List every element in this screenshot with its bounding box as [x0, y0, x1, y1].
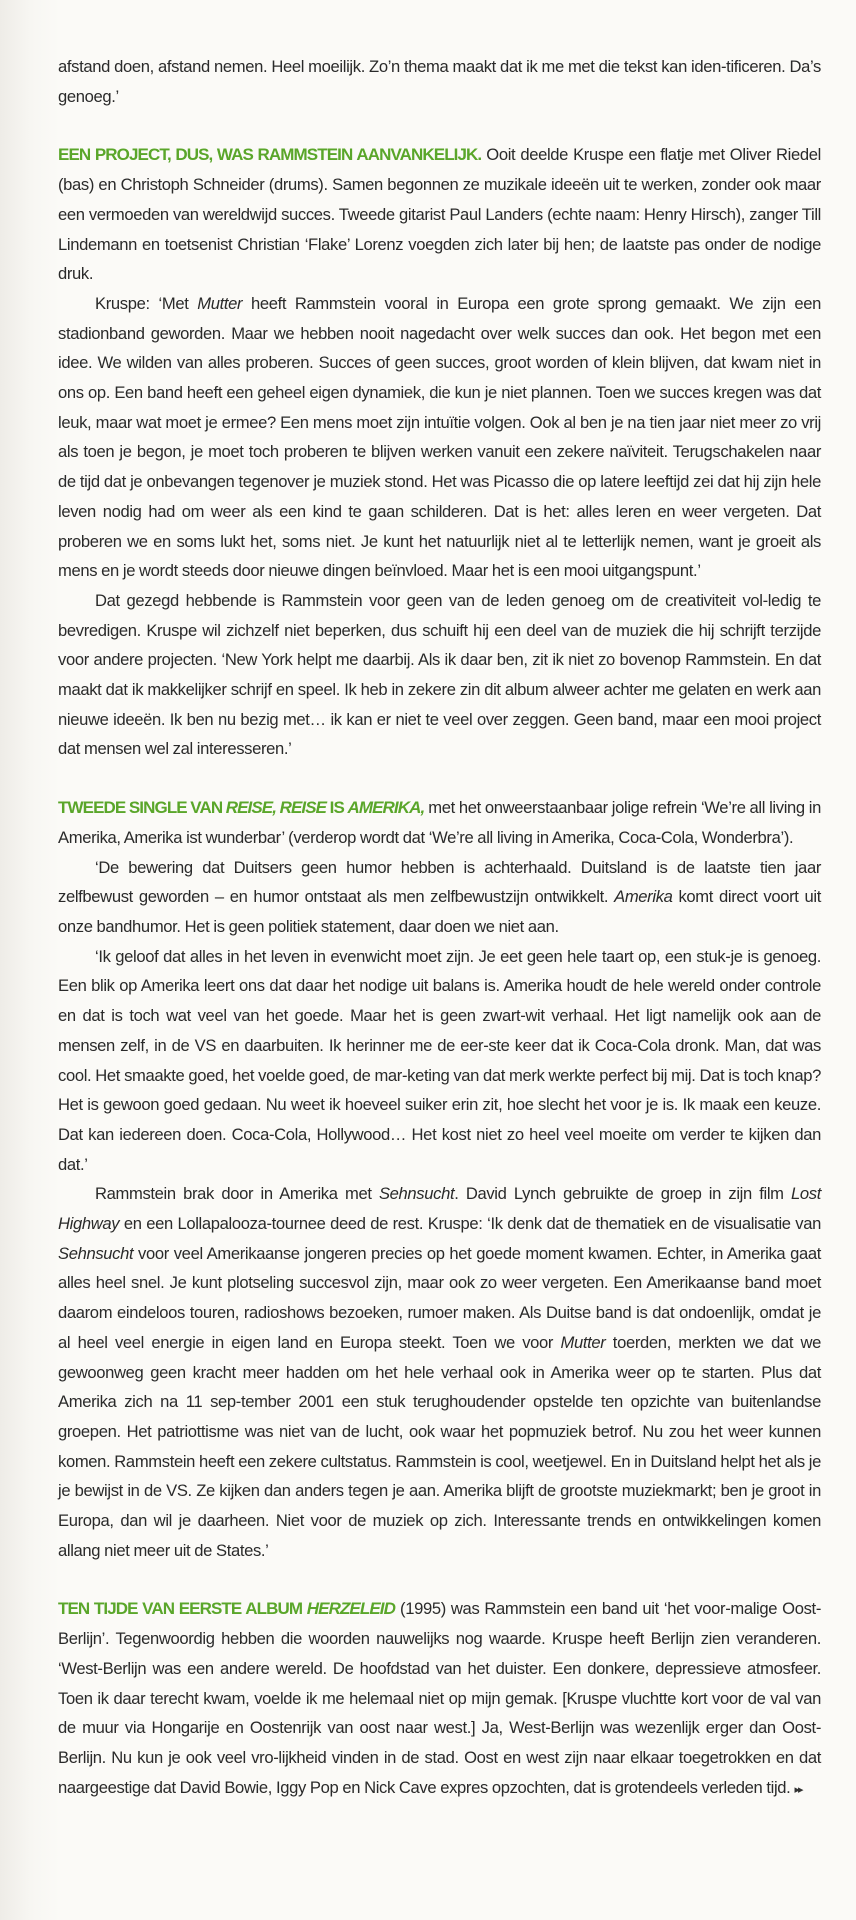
song-title: Sehnsucht	[58, 1243, 134, 1263]
paragraph-text: met het onweerstaanbaar jolige refrein ‘We’re all living in Amerika, Amerika ist wunderbar’ (verderop wordt dat ‘We’re all living in Amerika, Coca-Cola, Wonderbra’).	[58, 798, 821, 847]
continued-arrow-icon: ▸▸	[794, 1783, 802, 1796]
paragraph-text: Rammstein brak door in Amerika met	[95, 1184, 379, 1204]
section-lead-heading: EEN PROJECT, DUS, WAS RAMMSTEIN AANVANKELIJK.	[58, 145, 482, 165]
paragraph-text: ‘Ik geloof dat alles in het leven in evenwicht moet zijn. Je eet geen hele taart op, een stuk-je is genoeg. Een blik op Amerika leert ons dat daar het nodige uit balans is. Amerika houdt de hele wereld onder controle en dat is toch wat veel van het goede. Maar het is geen zwart-wit verhaal. Het ligt namelijk ook aan de mensen zelf, in de VS en daarbuiten. Ik herinner me de eer-ste keer dat ik Coca-Cola dronk. Man, dat was cool. Het smaakte goed, het voelde goed, de mar-keting van dat merk werkte perfect bij mij. Dat is toch knap? Het is gewoon goed gedaan. Nu weet ik hoeveel suiker erin zit, hoe slecht het voor je is. Ik maak een keuze. Dat kan iedereen doen. Coca-Cola, Hollywood… Het kost niet zo heel veel moeite om verder te kijken dan dat.’	[58, 946, 821, 1174]
lead-album-title: REISE, REISE	[225, 798, 327, 818]
section-lead-heading	[58, 1599, 395, 1618]
film-title: Lost Highway	[58, 1184, 821, 1234]
paragraph-section-project	[58, 140, 821, 289]
paragraph-balance	[58, 942, 821, 1180]
lead-text: TWEEDE SINGLE VAN	[58, 798, 226, 818]
lead-text: IS	[326, 798, 348, 818]
article-page	[58, 52, 821, 1805]
paragraph-text: ‘De bewering dat Duitsers geen humor hebben is achterhaald. Duitsland is de laatste tien jaar zelfbewust geworden – en humor ontstaat als men zelfbewustzijn ontwikkelt.	[58, 857, 821, 907]
paragraph-text: (1995) was Rammstein een band uit ‘het voor-malige Oost-Berlijn’. Tegenwoordig hebben die woorden nauwelijks nog waarde. Kruspe heeft Berlijn zien veranderen. ‘West-Berlijn was een andere wereld. De hoofdstad van het duister. Een donkere, depressieve atmosfeer. Toen ik daar terecht kwam, voelde ik me helemaal niet op mijn gemak. [Kruspe vluchtte kort voor de val van de muur via Hongarije en Oostenrijk van oost naar west.] Ja, West-Berlijn was wezenlijk erger dan Oost-Berlijn. Nu kun je ook veel vro-lijkheid vinden in de stad. Oost en west zijn naar elkaar toegetrokken en dat naargeestige dat David Bowie, Iggy Pop en Nick Cave expres opzochten, dat is grotendeels verleden tijd.	[58, 1599, 821, 1797]
song-title: Sehnsucht	[378, 1184, 455, 1204]
paragraph-breakthrough	[58, 1179, 821, 1565]
song-title: Amerika	[614, 887, 673, 907]
paragraph-text: Ooit deelde Kruspe een flatje met Oliver Riedel (bas) en Christoph Schneider (drums). Samen begonnen ze muzikale ideeën uit te werken, zonder ook maar een vermoeden van wereldwijd succes. Tweede gitarist Paul Landers (echte naam: Henry Hirsch), zanger Till Lindemann en toetsenist Christian ‘Flake’ Lorenz voegden zich later bij hen; de laatste pas onder de nodige druk.	[58, 145, 821, 284]
paragraph-text: toerden, merkten we dat we gewoonweg geen kracht meer hadden om het hele verhaal ook in Amerika weer op te starten. Plus dat Amerika zich na 11 sep-tember 2001 een stuk terughoudender opstelde ten opzichte van buitenlandse groepen. Het patriottisme was niet van de lucht, ook waar het popmuziek betrof. Nu zou het weer kunnen komen. Rammstein heeft een zekere cultstatus. Rammstein is cool, weetjewel. En in Duitsland helpt het als je je bewijst in de VS. Ze kijken dan anders tegen je aan. Amerika blijft de grootste muziekmarkt; ben je groot in Europa, dan wil je daarheen. Niet voor de muziek op zich. Interessante trends en ontwikkelingen komen allang niet meer uit de States.’	[58, 1332, 821, 1560]
paragraph-intro-continuation	[58, 52, 821, 111]
paragraph-side-projects	[58, 586, 821, 764]
paragraph-kruspe-quote	[58, 289, 821, 586]
paragraph-section-amerika	[58, 793, 821, 852]
album-title: Mutter	[197, 293, 243, 313]
paragraph-text: afstand doen, afstand nemen. Heel moeilijk. Zo’n thema maakt dat ik me met die tekst kan iden-tificeren. Da’s genoeg.’	[58, 57, 821, 106]
paragraph-text: voor veel Amerikaanse jongeren precies op het goede moment kwamen. Echter, in Amerika gaat alles heel snel. Je kunt plotseling succesvol zijn, maar ook zo weer vergeten. Een Amerikaanse band moet daarom eindeloos touren, radioshows bezoeken, rumoer maken. Als Duitse band is dat ondoenlijk, omdat je al heel veel energie in eigen land en Europa steekt. Toen we voor	[58, 1243, 821, 1352]
paragraph-text: en een Lollapalooza-tournee deed de rest. Kruspe: ‘Ik denk dat de thematiek en de visualisatie van	[119, 1214, 821, 1234]
paragraph-humor	[58, 853, 821, 942]
paragraph-text: komt direct voort uit onze bandhumor. Het is geen politiek statement, daar doen we niet aan.	[58, 887, 822, 936]
paragraph-text: Kruspe: ‘Met	[95, 293, 198, 313]
paragraph-text: heeft Rammstein vooral in Europa een grote sprong gemaakt. We zijn een stadionband geworden. Maar we hebben nooit nagedacht over welk succes dan ook. Het begon met een idee. We wilden van alles proberen. Succes of geen succes, groot worden of klein blijven, dat kwam niet in ons op. Een band heeft een geheel eigen dynamiek, die kun je niet plannen. Toen we succes kregen was dat leuk, maar wat moet je ermee? Een mens moet zijn intuïtie volgen. Ook al ben je na tien jaar niet meer zo vrij als toen je begon, je moet toch proberen te blijven werken vanuit een zekere naïviteit. Terugschakelen naar de tijd dat je onbevangen tegenover je muziek stond. Het was Picasso die op latere leeftijd zei dat hij zijn hele leven nodig had om weer als een kind te gaan schilderen. Dat is het: alles leren en weer vergeten. Dat proberen we en soms lukt het, soms niet. Je kunt het natuurlijk niet al te letterlijk nemen, want je groeit als mens en je wordt steeds door nieuwe dingen beïnvloed. Maar het is een mooi uitgangspunt.’	[58, 293, 822, 581]
lead-single-title: AMERIKA,	[347, 798, 425, 818]
paragraph-text: Dat gezegd hebbende is Rammstein voor geen van de leden genoeg om de creativiteit vol-ledig te bevredigen. Kruspe wil zichzelf niet beperken, dus schuift hij een deel van de muziek die hij schrijft terzijde voor andere projecten. ‘New York helpt me daarbij. Als ik daar ben, zit ik niet zo bovenop Rammstein. En dat maakt dat ik makkelijker schrijf en speel. Ik heb in zekere zin dit album alweer achter me gelaten en werk aan nieuwe ideeën. Ik ben nu bezig met… ik kan er niet te veel over zeggen. Geen band, maar een mooi project dat mensen wel zal interesseren.’	[58, 590, 821, 759]
lead-album-title: HERZELEID	[306, 1599, 395, 1619]
paragraph-text: . David Lynch gebruikte de groep in zijn film	[454, 1184, 792, 1204]
paragraph-section-herzeleid	[58, 1594, 821, 1805]
album-title: Mutter	[560, 1332, 606, 1352]
lead-text: TEN TIJDE VAN EERSTE ALBUM	[58, 1599, 307, 1619]
section-lead-heading	[58, 798, 424, 817]
